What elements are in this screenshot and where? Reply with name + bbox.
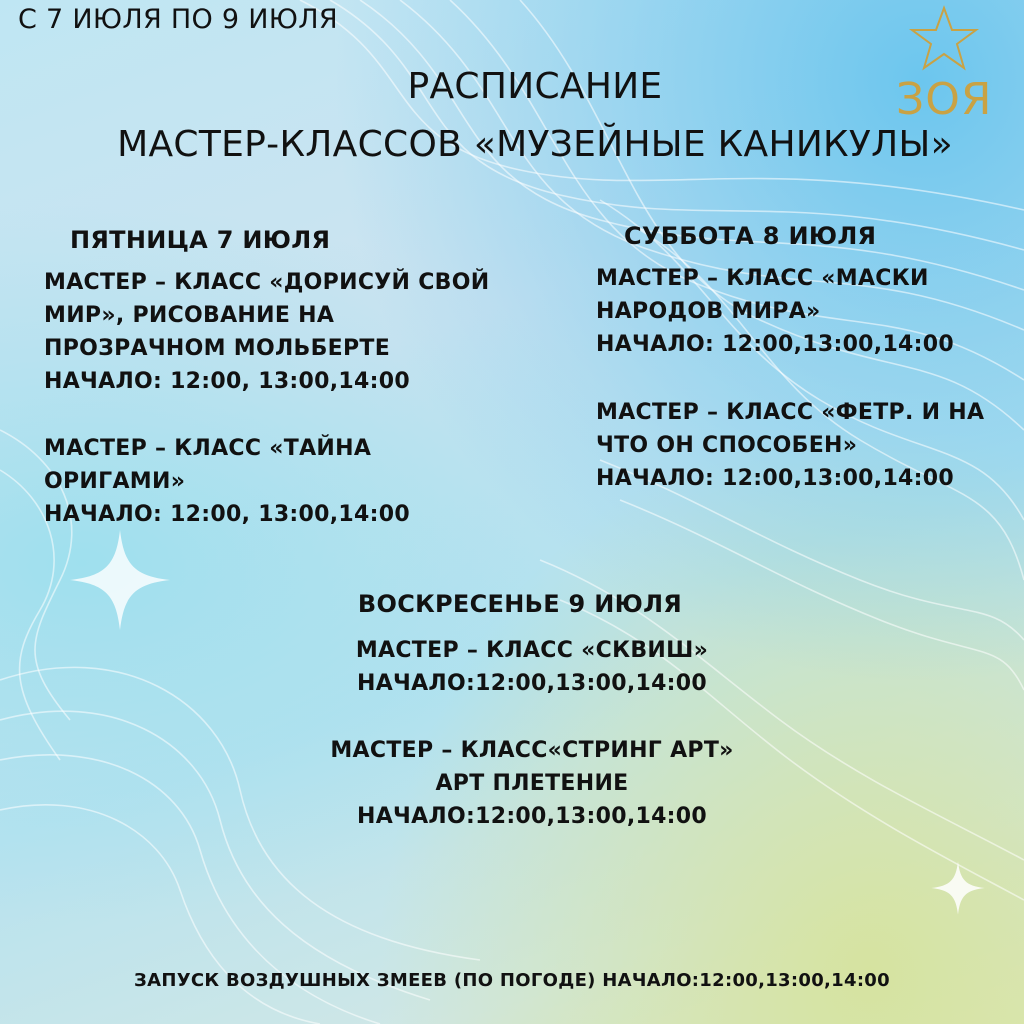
event-line: АРТ ПЛЕТЕНИЕ (435, 771, 629, 796)
event-line: ЧТО ОН СПОСОБЕН» (596, 433, 858, 458)
page-title-line2: МАСТЕР-КЛАССОВ «МУЗЕЙНЫЕ КАНИКУЛЫ» (117, 124, 953, 165)
event-time: НАЧАЛО: 12:00,13:00,14:00 (596, 332, 954, 357)
event-block (284, 734, 780, 833)
event-block (44, 266, 489, 398)
event-time: НАЧАЛО:12:00,13:00,14:00 (356, 671, 707, 696)
day-heading-saturday: СУББОТА 8 ИЮЛЯ (624, 222, 877, 250)
event-time: НАЧАЛО: 12:00,13:00,14:00 (596, 466, 954, 491)
page-title-line1: РАСПИСАНИЕ (407, 66, 663, 107)
event-line: ПРОЗРАЧНОМ МОЛЬБЕРТЕ (44, 336, 391, 361)
event-line: МАСТЕР – КЛАСС «ФЕТР. И НА (596, 400, 985, 425)
event-block (284, 634, 780, 700)
event-time: НАЧАЛО: 12:00, 13:00,14:00 (44, 369, 410, 394)
event-time: НАЧАЛО: 12:00, 13:00,14:00 (44, 502, 410, 527)
event-line: МАСТЕР – КЛАСС «ТАЙНА (44, 436, 372, 461)
date-range: С 7 ИЮЛЯ ПО 9 ИЮЛЯ (18, 4, 338, 35)
event-block (596, 262, 954, 361)
event-line: НАРОДОВ МИРА» (596, 299, 821, 324)
event-line: МАСТЕР – КЛАСС «МАСКИ (596, 266, 929, 291)
logo-text: ЗОЯ (896, 74, 993, 125)
event-block (44, 432, 410, 531)
event-time: НАЧАЛО:12:00,13:00,14:00 (356, 804, 707, 829)
event-line: МАСТЕР – КЛАСС «ДОРИСУЙ СВОЙ (44, 270, 490, 295)
event-block (596, 396, 984, 495)
event-line: МАСТЕР – КЛАСС«СТРИНГ АРТ» (330, 738, 734, 763)
event-line: ОРИГАМИ» (44, 469, 186, 494)
event-line: МАСТЕР – КЛАСС «СКВИШ» (355, 638, 709, 663)
sparkle-icon (926, 856, 990, 920)
day-heading-sunday: ВОСКРЕСЕНЬЕ 9 ИЮЛЯ (357, 590, 683, 618)
star-outline-icon (896, 4, 992, 74)
event-line: МИР», РИСОВАНИЕ НА (44, 303, 335, 328)
sparkle-icon (60, 520, 180, 640)
day-heading-friday: ПЯТНИЦА 7 ИЮЛЯ (70, 226, 331, 254)
footer-note: ЗАПУСК ВОЗДУШНЫХ ЗМЕЕВ (ПО ПОГОДЕ) НАЧАЛО:12:00,13:00,14:00 (134, 970, 890, 991)
